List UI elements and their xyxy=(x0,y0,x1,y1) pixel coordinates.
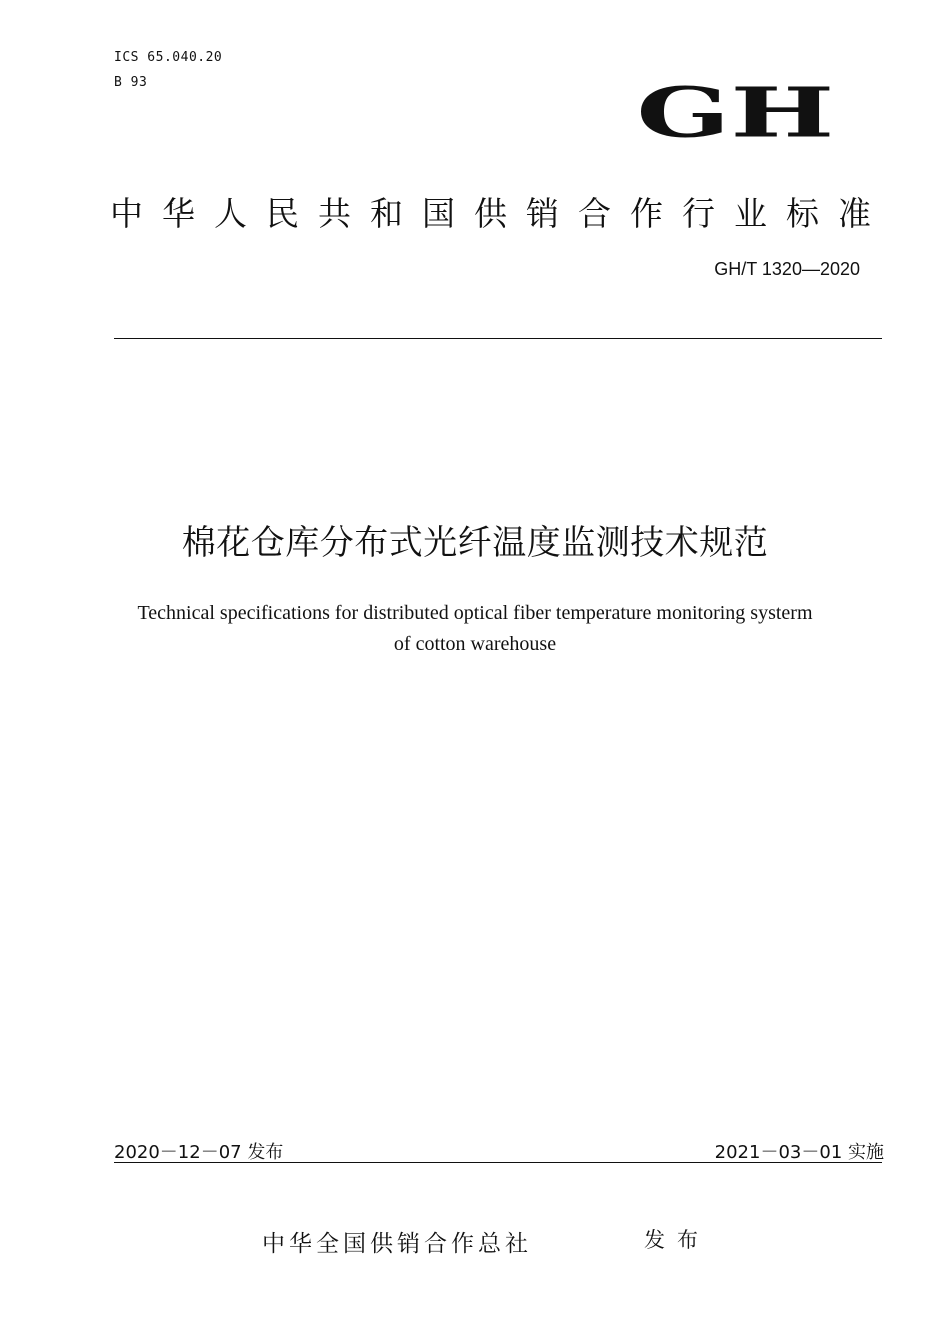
document-title-en-line2: of cotton warehouse xyxy=(393,633,557,655)
gh-logo: GH xyxy=(636,71,834,153)
issue-date: 2020－12－07 发布 xyxy=(114,1142,284,1163)
implementation-date: 2021－03－01 实施 xyxy=(714,1142,884,1163)
standard-category-title: 中华人民共和国供销合作行业标准 xyxy=(110,194,890,233)
ics-code: ICS 65.040.20 xyxy=(114,50,223,65)
header-divider xyxy=(114,338,882,339)
publish-label: 发布 xyxy=(644,1228,710,1252)
ccs-code: B 93 xyxy=(114,75,148,90)
document-title-en xyxy=(0,598,950,660)
footer-divider xyxy=(114,1162,882,1163)
document-title-cn: 棉花仓库分布式光纤温度监测技术规范 xyxy=(181,523,769,563)
standard-number: GH/T 1320—2020 xyxy=(714,259,860,279)
publisher-name: 中华全国供销合作总社 xyxy=(262,1231,532,1257)
document-title-en-line1: Technical specifications for distributed optical fiber temperature monitoring systerm xyxy=(137,602,813,624)
